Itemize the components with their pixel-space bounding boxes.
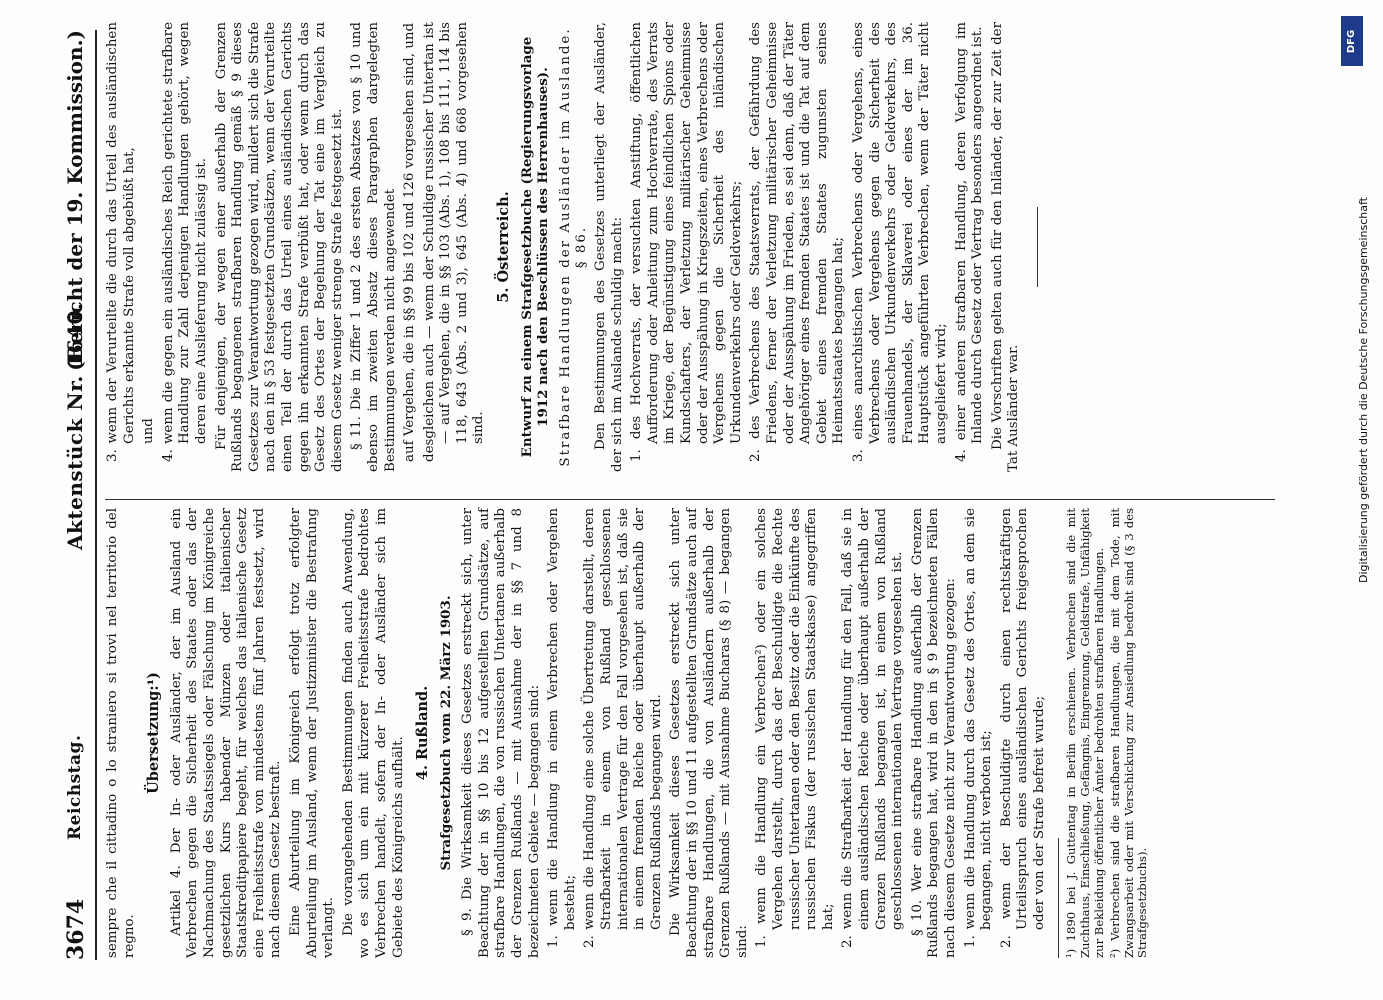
list-item: 2. wenn die Strafbarkeit der Handlung für den Fall, daß sie in einem ausländischen Reiche oder überhaupt außerhalb der Grenzen Rußlands begangen ist, in einem von Rußland geschlossenen internationalen Vertrage vorgesehen ist. (840, 508, 906, 948)
report-title: (Bericht der 19. Kommission.) (63, 30, 87, 371)
heading-uebersetzung: Übersetzung:¹) (145, 672, 163, 794)
heading-russland: 4. Rußland. (414, 685, 432, 781)
section-end-rule (1037, 207, 1038, 287)
paragraph: § 10. Wer eine strafbare Handlung außerhalb der Grenzen Rußlands begangen hat, wird in den in § 9 bezeichneten Fällen nach diesem Gesetze nicht zur Verantwortung gezogen: (909, 508, 958, 958)
footnote-rule (1058, 838, 1059, 958)
list-item: 4. wenn die gegen ein ausländisches Reich gerichtete strafbare Handlung zur Zahl derjenigen Handlungen gehört, wegen deren eine Auslieferung nicht zulässig ist. (160, 22, 209, 462)
footnote: ²) Verbrechen sind die strafbaren Handlungen, die mit dem Tode, mit Zwangsarbeit oder mit Verschickung zur Ansiedlung bedroht sind (§ 3 des Strafgesetzbuchs). (1108, 508, 1150, 958)
page-header (55, 30, 97, 960)
list-item: 1. wenn die Handlung ein Verbrechen²) oder ein solches Vergehen darstellt, durch das der Beschuldigte die Rechte russischer Untertanen oder den Besitz oder die Einkünfte des russischen Fiskus (der russischen Staatskasse) angegriffen hat; (754, 508, 836, 948)
list-item: 1. des Hochverrats, der versuchten Anstiftung, öffentlichen Aufforderung oder Anleitung zum Hochverrate, des Verrats im Kriege, der Begünstigung eines feindlichen Spions oder Kundschafters, der Verletzung militärischer Geheimnisse oder der Ausspähung in Kriegszeiten, eines Verbrechens oder Vergehens gegen die Sicherheit des inländischen Urkundenverkehrs oder Geldverkehrs; (629, 22, 744, 462)
list-item: 2. wenn der Beschuldigte durch einen rechtskräftigen Urteilsspruch eines ausländischen Gerichts freigesprochen oder von der Strafe befreit wurde; (998, 508, 1047, 948)
page-number: 3674 (63, 898, 89, 960)
paragraph: § 9. Die Wirksamkeit dieses Gesetzes erstreckt sich, unter Beachtung der in §§ 10 bis 12 aufgestellten Grundsätze, auf strafbare Handlungen, die von russischen Untertanen außerhalb der Grenzen Rußlands — mit Ausnahme der in §§ 7 und 8 bezeichneten Gebiete — begangen sind: (460, 508, 542, 958)
paragraph: Die Wirksamkeit dieses Gesetzes erstreckt sich unter Beachtung der in §§ 10 und 11 aufgestellten Grundsätze auch auf strafbare Handlungen, die von Ausländern außerhalb der Grenzen Rußlands — mit Ausnahme Bucharas (§ 8) — begangen sind: (668, 508, 750, 958)
footnote: ¹) 1890 bei J. Guttentag in Berlin erschienen. Verbrechen sind die mit Zuchthaus, Einschließung, Gefängnis, Eingrenzung, Geldstrafe, Unfähigkeit zur Bekleidung öffentlicher Ämter bedrohten strafbaren Handlungen. (1064, 508, 1106, 958)
document-number: Aktenstück Nr. 1640. (63, 302, 87, 550)
subheading-strafbare-handlungen: Strafbare Handlungen der Ausländer im Auslande. § 86. (557, 27, 590, 467)
paragraph: sempre che il cittadino o lo straniero si trovi nel territorio del regno. (105, 508, 137, 958)
list-item: 2. des Verbrechens des Staatsverrats, der Gefährdung des Friedens, ferner der Verletzung militärischer Geheimnisse oder der Ausspähung im Frieden, es sei denn, daß der Täter Angehöriger eines fremden Staates ist und die Tat auf dem Gebiet eines fremden Staates zugunsten seines Heimatsstaates begangen hat; (748, 22, 847, 462)
digitization-sidebar (1335, 10, 1375, 990)
heading-oesterreich: 5. Österreich. (495, 191, 513, 303)
paragraph: Die vorangehenden Bestimmungen finden auch Anwendung, wo es sich um ein mit kürzerer Freiheitsstrafe bedrohtes Verbrechen handelt, sofern der In- oder Ausländer sich im Gebiete des Königreichs aufhält. (340, 508, 406, 958)
column-divider (105, 499, 1275, 500)
list-item: auf Vergehen, die in §§ 99 bis 102 und 126 vorgesehen sind, und (402, 22, 418, 462)
list-item: 1. wenn die Handlung in einem Verbrechen oder Vergehen besteht; (546, 508, 578, 948)
list-item: 3. wenn der Verurteilte die durch das Urteil des ausländischen Gerichts erkannte Strafe voll abgebüßt hat, (105, 22, 137, 462)
dfg-logo: DFG (1341, 16, 1363, 66)
section-title: Reichstag. (65, 734, 85, 840)
paragraph: Den Bestimmungen des Gesetzes unterliegt der Ausländer, der sich im Auslande schuldig macht: (593, 22, 625, 472)
list-item: 3. eines anarchistischen Verbrechens oder Vergehens, eines Verbrechens oder Vergehens gegen die Sicherheit des ausländischen Urkundenverkehrs oder Geldverkehrs, des Frauenhandels, der Sklaverei oder eines der im 36. Hauptstück angeführten Verbrechen, wenn der Täter nicht ausgeliefert wird; (850, 22, 949, 462)
list-item: 2. wenn die Handlung eine solche Übertretung darstellt, deren Strafbarkeit in einem von Rußland geschlossenen internationalen Vertrage für den Fall vorgesehen ist, daß sie in einem fremden Reiche oder überhaupt außerhalb der Grenzen Rußlands begangen wird. (582, 508, 664, 948)
list-item: 1. wenn die Handlung durch das Gesetz des Ortes, an dem sie begangen, nicht verboten ist; (962, 508, 995, 948)
paragraph: § 11. Die in Ziffer 1 und 2 des ersten Absatzes von § 10 und ebenso im zweiten Absatz dieses Paragraphen dargelegten Bestimmungen werden nicht angewendet (349, 22, 398, 472)
right-column (105, 22, 1052, 472)
digitization-notice: Digitalisierung gefördert durch die Deutsche Forschungsgemeinschaft (1357, 197, 1370, 583)
paragraph: Eine Aburteilung im Königreich erfolgt trotz erfolgter Aburteilung im Ausland, wenn der Justizminister die Bestrafung verlangt. (287, 508, 337, 958)
left-column (105, 508, 1153, 958)
list-item: desgleichen auch — wenn der Schuldige russischer Untertan ist — auf Vergehen, die in §§ 103 (Abs. 1), 108 bis 111, 114 bis 118, 643 (Abs. 2 und 3), 645 (Abs. 4) und 668 vorgesehen sind. (421, 22, 487, 462)
paragraph: Für denjenigen, der wegen einer außerhalb der Grenzen Rußlands begangenen strafbaren Handlung gemäß § 9 dieses Gesetzes zur Verantwortung gezogen wird, mildert sich die Strafe nach den in § 53 festgesetzten Grundsätzen, wenn der Verurteilte einen Teil der durch das Urteil eines ausländischen Gerichts gegen ihn erkannten Strafe verbüßt hat, oder wenn durch das Gesetz des Ortes der Begehung der Tat eine im Vergleich zu diesem Gesetz weniger strenge Strafe festgesetzt ist. (213, 22, 345, 472)
subheading-strafgesetzbuch: Strafgesetzbuch vom 22. März 1903. (437, 595, 454, 871)
paragraph: Die Vorschriften gelten auch für den Inländer, der zur Zeit der Tat Ausländer war. (989, 22, 1022, 472)
list-item: 4. einer anderen strafbaren Handlung, deren Verfolgung im Inlande durch Gesetz oder Vertrag besonders angeordnet ist. (953, 22, 986, 462)
conjunction: und (141, 418, 157, 444)
paragraph: Artikel 4. Der In- oder Ausländer, der im Ausland ein Verbrechen gegen die Sicherheit des Staates oder das der Nachmachung des Staatssiegels oder Fälschung im Königreiche gesetzlichen Kurs habender Münzen oder italienischer Staatskreditpapiere begeht, für welches das italienische Gesetz eine Freiheitsstrafe von mindestens fünf Jahren festsetzt, wird nach diesem Gesetz bestraft. (168, 508, 284, 958)
subheading-entwurf: Entwurf zu einem Strafgesetzbuche (Regierungsvorlage 1912 nach den Beschlüssen des Herrenhauses). (518, 36, 552, 458)
